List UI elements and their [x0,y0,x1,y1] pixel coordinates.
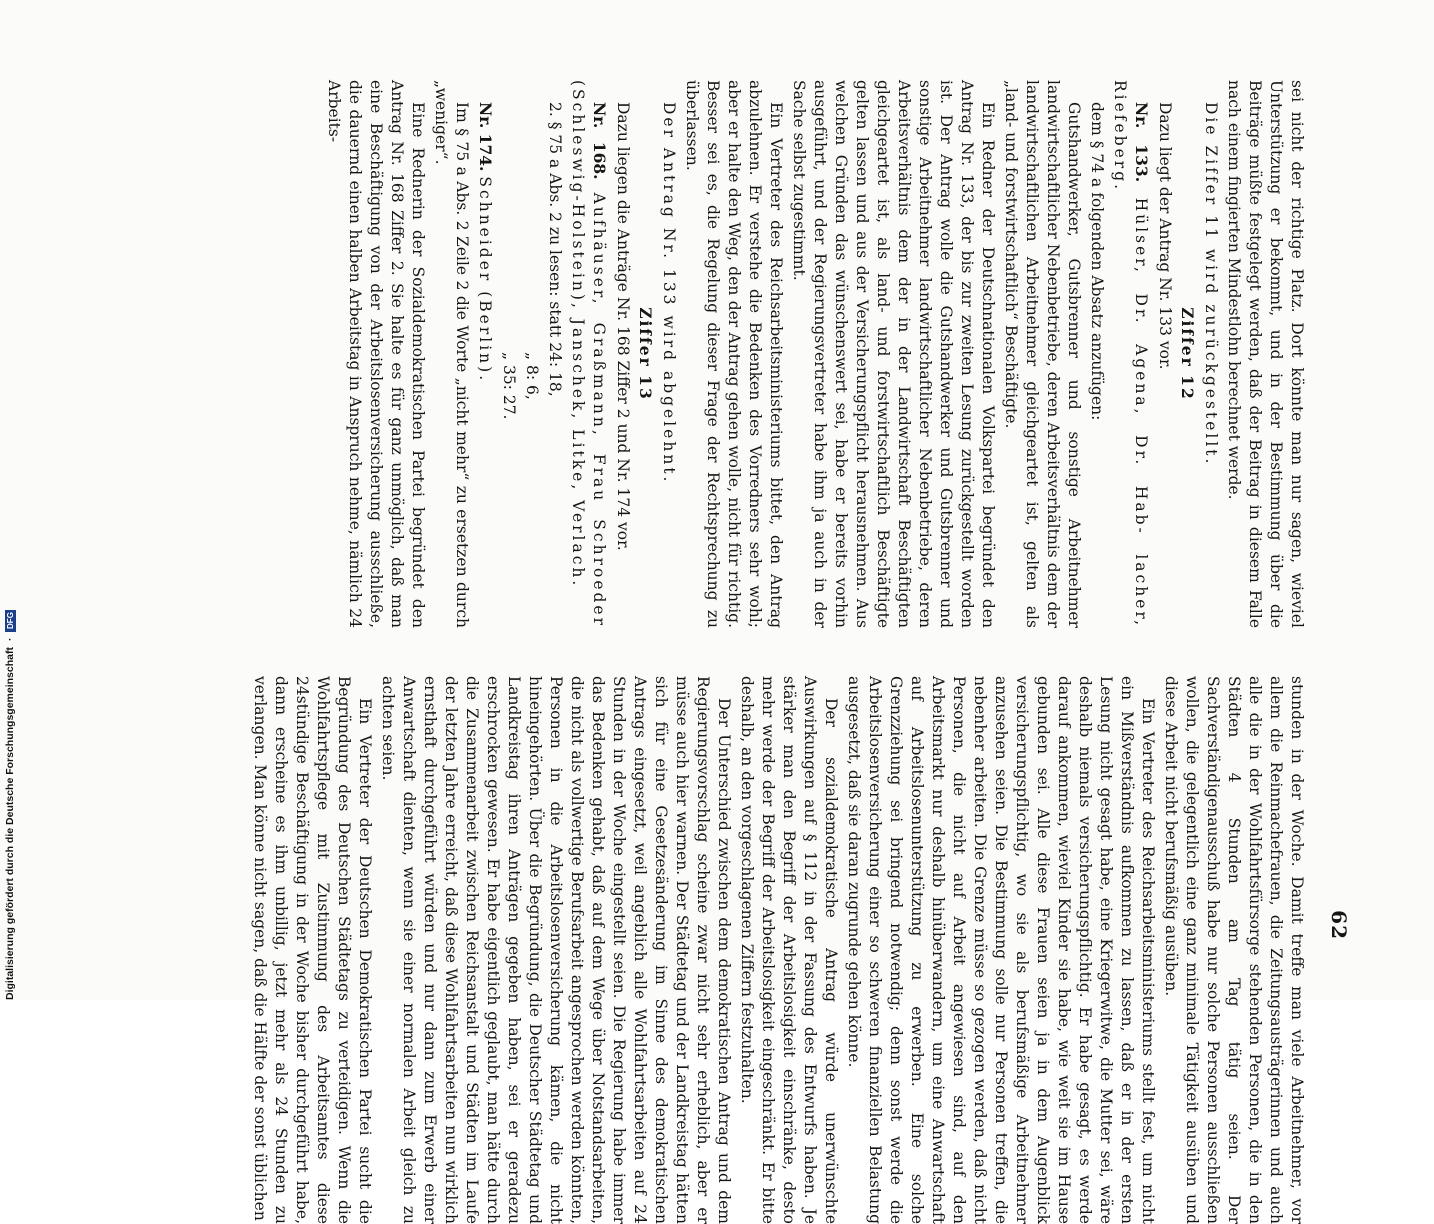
motion-number: Nr. 168. [590,102,609,180]
paragraph: Ein Vertreter des Reichsarbeitsministeriums stellt fest, um nicht ein Mißverständnis aufkommen zu lassen, daß er in der ersten Lesung nicht gesagt habe, eine Kriegerwitwe, die Mutter sei, wäre deshalb niemals versicherungspflichtig. Er habe gesagt, es werde darauf ankommen, wieviel Kinder sie habe, wie weit sie im Hause gebunden sei. Alle diese Frauen seien ja in dem Augenblick versicherungspflichtig, wo sie als berufsmäßige Arbeitnehmer anzusehen seien. Die Bestimmung solle nur Personen treffen, die nebenher arbeiten. Die Grenze müsse so gezogen werden, daß nicht Personen, die nicht auf Arbeit angewiesen sind, auf den Arbeitsmarkt nur deshalb hinüberwandern, um eine Anwartschaft auf Arbeitslosenunterstützung zu erwerben. Eine solche Grenzziehung sei bringend notwendig; denn sonst werde die Arbeitslosenversicherung einer so schweren finanziellen Belastung ausgesetzt, daß sie daran zugrunde gehen könne. [845,676,1157,1224]
paragraph: stunden in der Woche. Damit treffe man viele Arbeitnehmer, vor allem die Reinmachefrauen, die Zeitungsausträgerinnen und auch alle die in der Wohlfahrtsfürsorge stehenden Personen, die in den Städten 4 Stunden am Tag tätig seien. Der Sachverständigenausschuß habe nur solche Personen ausschließen wollen, die gelegentlich eine ganz minimale Tätigkeit ausüben und diese Arbeit nicht berufsmäßig ausüben. [1162,676,1306,1224]
paragraph: Der Antrag Nr. 133 wird abgelehnt. [660,102,678,485]
paragraph: Dazu liegen die Anträge Nr. 168 Ziffer 2 und Nr. 174 vor. [614,102,632,551]
section-heading: Ziffer 13 [636,307,655,401]
section-heading: Ziffer 12 [1178,307,1197,401]
motion-text: Im § 75 a Abs. 2 Zeile 2 die Worte „nicht mehr“ zu ersetzen durch „weniger“. [432,80,471,628]
paragraph: Der Unterschied zwischen dem demokratischen Antrag und dem Regierungsvorschlag scheine zwar nicht sehr erheblich, aber er müsse auch hier warnen. Der Städtetag und der Landkreistag hätten sich für eine Gesetzesänderung im Sinne des demokratischen Antrags eingesetzt, weil angeblich alle Wohlfahrtsarbeiten auf 24 Stunden in der Woche eingestellt seien. Die Regierung habe immer das Bedenken gehabt, daß auf dem Wege über Notstandsarbeiten, die nicht als vollwertige Berufsarbeit angesprochen werden könnten, Personen in die Arbeitslosenversicherung kämen, die nicht hineingehörten. Über die Begründung, die Deutscher Städtetag und Landkreistag ihren Anträgen gegeben haben, sei er geradezu erschrocken gewesen. Er habe eigentlich geglaubt, man hätte durch die Zusammenarbeit zwischen Reichsanstalt und Städten im Laufe der letzten Jahre erreicht, daß diese Wohlfahrtsarbeiten nun wirklich ernsthaft durchgeführt würden und nur dann zum Erwerb einer Anwartschaft dienten, wenn sie einer normalen Arbeit gleich zu achten seien. [379,676,733,1224]
motion-line: 2. § 75 a Abs. 2 zu lesen: statt 24: 18, [546,102,564,397]
motion-instruction: dem § 74 a folgenden Absatz anzufügen: [1088,102,1106,421]
motion-line: „ 8: 6, [523,352,541,400]
credit-text: Digitalisierung gefördert durch die Deutsche Forschungsgemeinschaft [4,647,16,1000]
motion-number: Nr. 133. [1132,102,1151,183]
paragraph: Die Ziffer 11 wird zurückgestellt. [1202,102,1220,467]
motion-header [1109,80,1152,628]
paragraph: sei nicht der richtige Platz. Dort könnte man nur sagen, wieviel Unterstützung er bekommt, und in der Bestimmung über die Beiträge müßte festgelegt werden, daß der Beitrag in diesem Falle nach einem fingierten Mindestlohn berechnet werde. [1225,80,1306,628]
motion-signatories: Schneider (Berlin). [476,176,494,384]
page-number: 62 [1327,910,1351,940]
left-column [325,80,1307,628]
paragraph: Der sozialdemokratische Antrag würde unerwünschte Auswirkungen auf § 112 in der Fassung des Entwurfs haben. Je stärker man den Begriff der Arbeitslosigkeit einschränke, desto mehr werde der Begriff der Arbeitslosigkeit eingeschränkt. Er bitte deshalb, an den vorgeschlagenen Ziffern festzuhalten. [738,676,840,1224]
paragraph: Eine Rednerin der Sozialdemokratischen Partei begründet den Antrag Nr. 168 Ziffer 2. Sie halte es für ganz unmöglich, daß man eine Beschäftigung von der Arbeitslosenversicherung ausschließe, die dauernd einen halben Arbeitstag in Anspruch nehme, nämlich 24 Arbeits- [325,80,427,628]
motion-line: „ 35: 27. [500,352,518,420]
motion-text: Gutshandwerker, Gutsbrenner und sonstige Arbeitnehmer landwirtschaftlicher Nebenbetriebe, deren Arbeitsverhältnis dem der landwirtschaftlichen Arbeitnehmer gleichgeartet ist, gelten als „land- und forstwirtschaftlich“ Beschäftigte. [1002,80,1083,628]
credit-separator: · [4,637,16,642]
digitization-credit [4,610,16,1000]
motion-header [567,80,610,628]
paragraph: Dazu liegt der Antrag Nr. 133 vor. [1156,102,1174,370]
paragraph: Ein Vertreter der Deutschen Demokratischen Partei sucht die Begründung des Deutschen Städtetags zu verteidigen. Wenn die Wohlfahrtspflege mit Zustimmung des Arbeitsamtes diese 24stündige Beschäftigung in der Woche bisher durchgeführt habe, dann erscheine es ihm unbillig, jetzt mehr als 24 Stunden zu verlangen. Man könne nicht sagen, daß die Hälfte der sonst üblichen [251,676,374,1224]
right-column [251,676,1307,1224]
motion-number: Nr. 174. [476,102,495,172]
dfg-logo: DFG [5,610,16,632]
motion-signatories: Hülser, Dr. Agena, Dr. Hab- lacher, Riefeberg. [1111,80,1150,628]
paragraph: Ein Redner der Deutschnationalen Volkspartei begründet den Antrag Nr. 133, der bis zur zweiten Lesung zurückgestellt worden ist. Der Antrag wolle die Gutshandwerker und Gutsbrenner und sonstige Arbeitnehmer landwirtschaftlicher Nebenbetriebe, deren Arbeitsverhältnis dem der in der Landwirtschaft Beschäftigten gleichgeartet ist, als land- und forstwirtschaftlich Beschäftigte gelten lassen und aus der Versicherungspflicht herausnehmen. Aus welchen Gründen das wünschenswert sei, habe er bereits vorhin ausgeführt, und der Regierungsvertreter habe ihm ja auch in der Sache selbst zugestimmt. [790,80,997,628]
rotated-page-content [117,72,1351,1224]
motion-signatories: Aufhäuser, Graßmann, Frau Schroeder (Schleswig-Holstein), Janschek, Litke, Verlach. [569,80,608,628]
paragraph: Ein Vertreter des Reichsarbeitsministeriums bittet, den Antrag abzulehnen. Er verstehe die Bedenken des Vorredners sehr wohl; aber er halte den Weg, den der Antrag gehen wolle, nicht für richtig. Besser sei es, die Regelung dieser Frage der Rechtsprechung zu überlassen. [683,80,785,628]
motion-header [474,80,496,628]
